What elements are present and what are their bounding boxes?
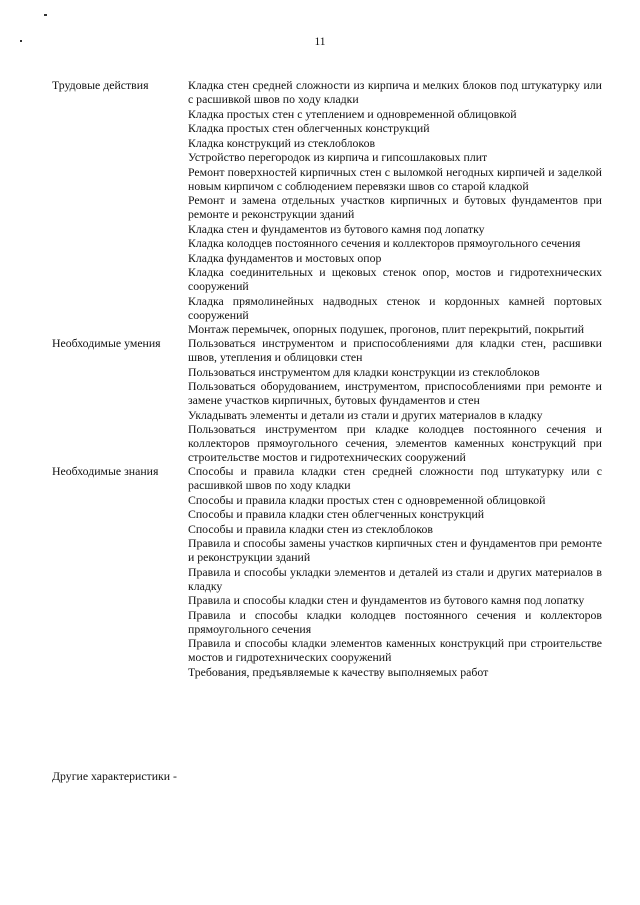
list-item: Кладка колодцев постоянного сечения и коллекторов прямоугольного сечения xyxy=(188,236,581,250)
list-item: Способы и правила кладки простых стен с одновременной облицовкой xyxy=(188,492,546,507)
other-characteristics-label: Другие характеристики xyxy=(52,769,171,783)
list-item: Способы и правила кладки стен облегченных конструкций xyxy=(188,507,485,521)
list-item: Кладка простых стен с утеплением и одновременной облицовкой xyxy=(188,106,517,121)
list-item: Пользоваться инструментом для кладки конструкции из стеклоблоков xyxy=(188,364,540,379)
list-item: Кладка прямолинейных надводных стенок и кордонных камней портовых сооружений xyxy=(188,293,602,322)
list-item: Ремонт поверхностей кирпичных стен с выломкой негодных кирпичей и заделкой новым кирпичом с соблюдением перевязки швов со старой кладкой xyxy=(188,164,602,193)
list-item: Кладка стен средней сложности из кирпича и мелких блоков под штукатурку или с расшивкой швов по ходу кладки xyxy=(188,78,602,106)
other-characteristics-value: - xyxy=(173,769,177,783)
list-item: Пользоваться инструментом при кладке колодцев постоянного сечения и коллекторов прямоугольного сечения, элементов каменных конструкций при строительстве мостов и гидротехнических сооружений xyxy=(188,422,602,464)
list-item: Кладка конструкций из стеклоблоков xyxy=(188,135,376,150)
list-item: Пользоваться оборудованием, инструментом, приспособлениями при ремонте и замене участков кирпичных, бутовых фундаментов и стен xyxy=(188,379,602,407)
requirements-table xyxy=(52,78,602,679)
list-item: Способы и правила кладки стен средней сложности под штукатурку или с расшивкой швов по ходу кладки xyxy=(188,464,602,492)
section-items xyxy=(188,336,602,464)
scan-speck xyxy=(44,14,47,16)
list-item: Правила и способы замены участков кирпичных стен и фундаментов при ремонте и реконструкции зданий xyxy=(188,536,602,564)
list-item: Кладка стен и фундаментов из бутового камня под лопатку xyxy=(188,221,485,236)
list-item: Правила и способы кладки колодцев постоянного сечения и коллекторов прямоугольного сечения xyxy=(188,607,602,636)
section-items xyxy=(188,78,602,336)
section-label: Необходимые умения xyxy=(52,336,161,350)
list-item: Правила и способы укладки элементов и деталей из стали и других материалов в кладку xyxy=(188,564,602,593)
list-item: Устройство перегородок из кирпича и гипсошлаковых плит xyxy=(188,150,488,164)
list-item: Кладка соединительных и щековых стенок опор, мостов и гидротехнических сооружений xyxy=(188,265,602,293)
section-items xyxy=(188,464,602,679)
list-item: Способы и правила кладки стен из стеклоблоков xyxy=(188,521,433,536)
list-item: Правила и способы кладки элементов каменных конструкций при строительстве мостов и гидротехнических сооружений xyxy=(188,636,602,664)
list-item: Правила и способы кладки стен и фундаментов из бутового камня под лопатку xyxy=(188,593,585,607)
list-item: Кладка простых стен облегченных конструкций xyxy=(188,121,430,135)
list-item: Укладывать элементы и детали из стали и других материалов в кладку xyxy=(188,407,543,422)
section-row-required-knowledge xyxy=(52,464,602,679)
section-label: Необходимые знания xyxy=(52,464,159,478)
list-item: Кладка фундаментов и мостовых опор xyxy=(188,250,382,265)
list-item: Монтаж перемычек, опорных подушек, прогонов, плит перекрытий, покрытий xyxy=(188,322,585,336)
section-row-labor-actions xyxy=(52,78,602,336)
section-label: Трудовые действия xyxy=(52,78,149,92)
page-number: 11 xyxy=(314,36,326,48)
other-characteristics-row xyxy=(52,769,177,783)
list-item: Ремонт и замена отдельных участков кирпичных и бутовых фундаментов при ремонте и реконструкции зданий xyxy=(188,193,602,221)
list-item: Пользоваться инструментом и приспособлениями для кладки стен, расшивки швов, утепления и облицовки стен xyxy=(188,336,602,364)
list-item: Требования, предъявляемые к качеству выполняемых работ xyxy=(188,664,489,679)
section-row-required-skills xyxy=(52,336,602,464)
